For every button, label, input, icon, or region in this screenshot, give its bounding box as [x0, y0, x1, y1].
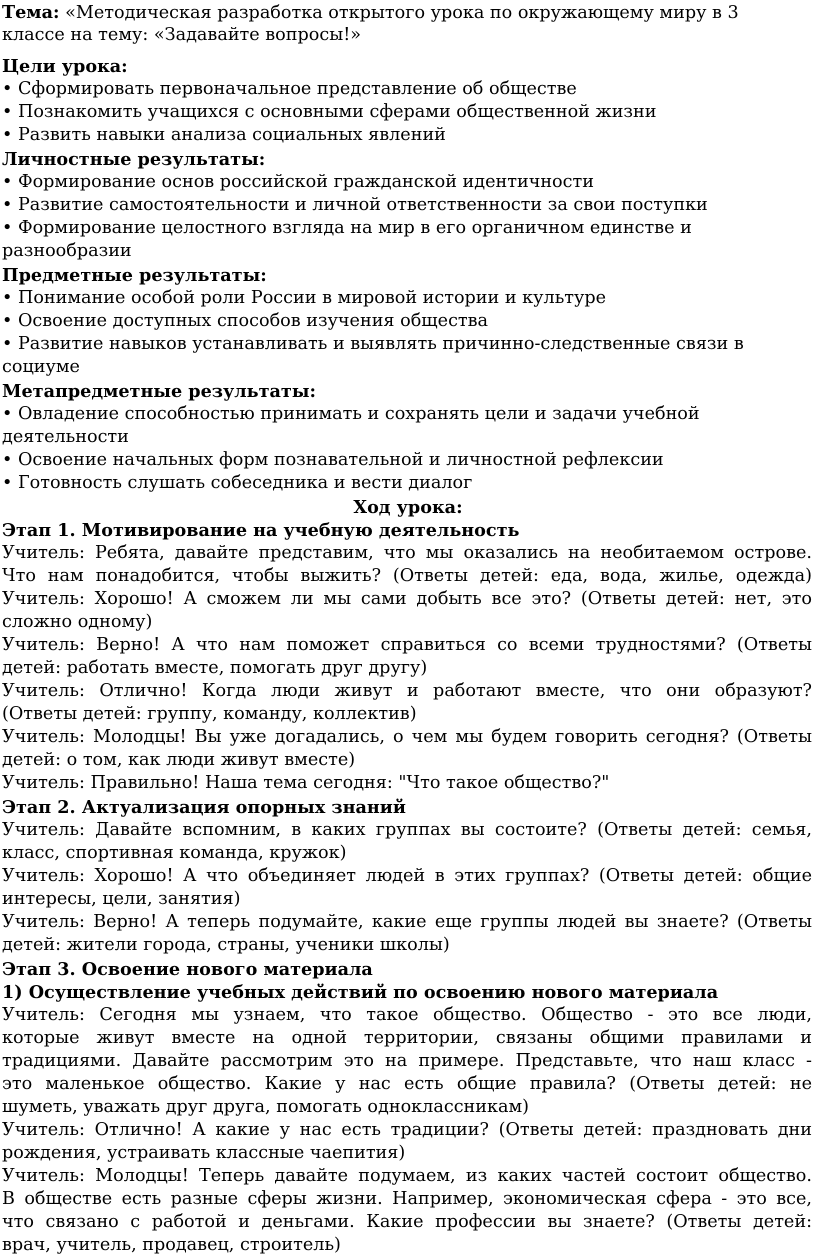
stage1-line: детей: о том, как люди живут вместе): [2, 750, 356, 770]
stage1-line: Учитель: Верно! А что нам поможет справиться со всеми трудностями? (Ответы: [2, 635, 812, 655]
stage3-line: шуметь, уважать друг друга, помогать одноклассникам): [2, 1097, 530, 1117]
subject-heading: Предметные результаты:: [2, 265, 267, 286]
subject-item: • Понимание особой роли России в мировой истории и культуре: [2, 288, 607, 308]
goal-item: • Сформировать первоначальное представление об обществе: [2, 79, 577, 99]
stage1-line: Учитель: Отлично! Когда люди живут и работают вместе, что они образуют?: [2, 681, 812, 701]
personal-heading: Личностные результаты:: [2, 149, 266, 170]
stage1-line: Учитель: Ребята, давайте представим, что мы оказались на необитаемом острове.: [2, 543, 812, 563]
goal-item: • Познакомить учащихся с основными сферами общественной жизни: [2, 102, 657, 122]
stage3-line: рождения, устраивать классные чаепития): [2, 1143, 406, 1163]
meta-item: • Овладение способностью принимать и сохранять цели и задачи учебной: [2, 404, 700, 424]
stage3-line: что связано с работой и деньгами. Какие профессии вы знаете? (Ответы детей:: [2, 1212, 812, 1232]
subject-item: социуме: [2, 357, 80, 377]
stage2-line: класс, спортивная команда, кружок): [2, 843, 347, 863]
course-heading: Ход урока:: [353, 497, 463, 518]
stage3-line: это маленькое общество. Какие у нас есть общие правила? (Ответы детей: не: [2, 1074, 812, 1094]
stage3-line: которые живут вместе на одной территории, связаны общими правилами и: [2, 1028, 812, 1048]
stage2-line: интересы, цели, занятия): [2, 889, 241, 909]
stage3-line: В обществе есть разные сферы жизни. Например, экономическая сфера - это все,: [2, 1189, 812, 1209]
stage1-line: Учитель: Хорошо! А сможем ли мы сами добыть все это? (Ответы детей: нет, это: [2, 589, 812, 609]
meta-item: деятельности: [2, 427, 129, 447]
stage1-line: детей: работать вместе, помогать друг другу): [2, 658, 428, 678]
stage1-line: Что нам понадобится, чтобы выжить? (Ответы детей: еда, вода, жилье, одежда): [2, 566, 812, 586]
stage2-heading: Этап 2. Актуализация опорных знаний: [2, 797, 406, 818]
stage3-heading: Этап 3. Освоение нового материала: [2, 959, 373, 980]
stage1-heading: Этап 1. Мотивирование на учебную деятельность: [2, 520, 520, 541]
topic-line: [2, 1, 739, 25]
stage3-subheading: 1) Осуществление учебных действий по освоению нового материала: [2, 982, 719, 1003]
goal-item: • Развить навыки анализа социальных явлений: [2, 125, 446, 145]
stage1-line: сложно одному): [2, 612, 153, 632]
stage2-line: детей: жители города, страны, ученики школы): [2, 935, 450, 955]
stage1-line: (Ответы детей: группу, команду, коллектив): [2, 704, 417, 724]
stage3-line: врач, учитель, продавец, строитель): [2, 1235, 341, 1255]
subject-item: • Освоение доступных способов изучения общества: [2, 311, 489, 331]
personal-item: • Формирование целостного взгляда на мир в его органичном единстве и: [2, 218, 692, 238]
personal-item: разнообразии: [2, 241, 132, 261]
stage3-line: Учитель: Отлично! А какие у нас есть традиции? (Ответы детей: праздновать дни: [2, 1120, 812, 1140]
topic-line-2: классе на тему: «Задавайте вопросы!»: [2, 25, 362, 45]
subject-item: • Развитие навыков устанавливать и выявлять причинно-следственные связи в: [2, 334, 744, 354]
stage3-line: Учитель: Молодцы! Теперь давайте подумаем, из каких частей состоит общество.: [2, 1166, 812, 1186]
meta-heading: Метапредметные результаты:: [2, 381, 316, 402]
topic-text: «Методическая разработка открытого урока по окружающему миру в 3: [65, 3, 739, 23]
stage2-line: Учитель: Хорошо! А что объединяет людей в этих группах? (Ответы детей: общие: [2, 866, 812, 886]
personal-item: • Развитие самостоятельности и личной ответственности за свои поступки: [2, 195, 708, 215]
meta-item: • Готовность слушать собеседника и вести диалог: [2, 473, 473, 493]
stage1-line: Учитель: Молодцы! Вы уже догадались, о чем мы будем говорить сегодня? (Ответы: [2, 727, 812, 747]
topic-label: Тема:: [2, 2, 60, 23]
personal-item: • Формирование основ российской гражданской идентичности: [2, 172, 594, 192]
stage1-line: Учитель: Правильно! Наша тема сегодня: "Что такое общество?": [2, 773, 610, 793]
stage3-line: Учитель: Сегодня мы узнаем, что такое общество. Общество - это все люди,: [2, 1005, 812, 1025]
stage2-line: Учитель: Давайте вспомним, в каких группах вы состоите? (Ответы детей: семья,: [2, 820, 812, 840]
stage2-line: Учитель: Верно! А теперь подумайте, какие еще группы людей вы знаете? (Ответы: [2, 912, 812, 932]
meta-item: • Освоение начальных форм познавательной и личностной рефлексии: [2, 450, 664, 470]
goals-heading: Цели урока:: [2, 56, 128, 77]
stage3-line: традициями. Давайте рассмотрим это на примере. Представьте, что наш класс -: [2, 1051, 812, 1071]
